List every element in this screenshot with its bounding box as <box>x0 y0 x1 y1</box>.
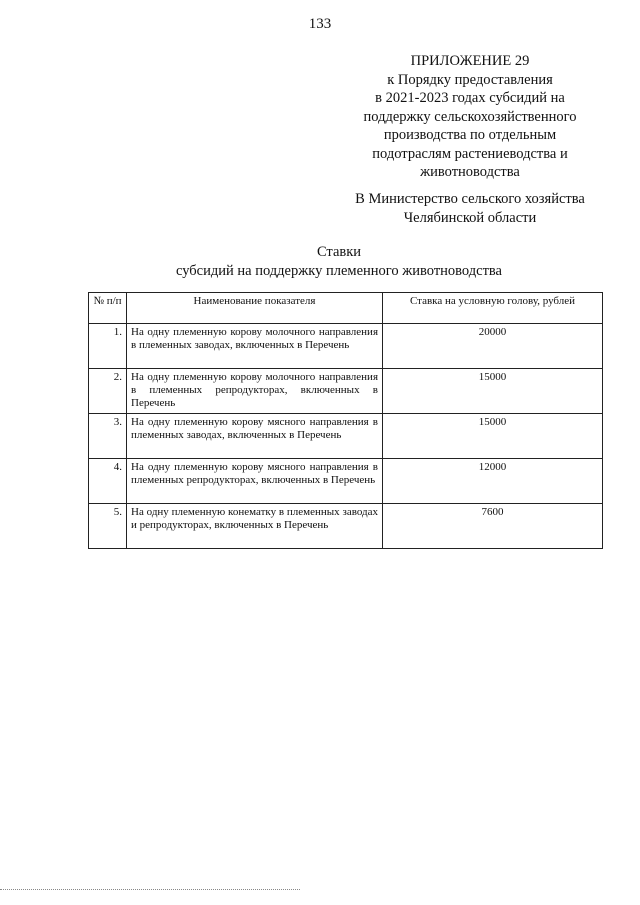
row-rate: 7600 <box>383 504 603 549</box>
table-row <box>89 324 603 369</box>
footer-divider <box>0 889 300 890</box>
appendix-line: ПРИЛОЖЕНИЕ 29 <box>410 53 530 69</box>
row-name: На одну племенную корову молочного направления в племенных заводах, включенных в Перечень <box>127 324 383 369</box>
row-rate: 20000 <box>383 324 603 369</box>
document-title <box>0 243 640 281</box>
header-num: № п/п <box>89 293 127 324</box>
row-number: 4. <box>89 459 127 504</box>
row-number: 5. <box>89 504 127 549</box>
header-name: Наименование показателя <box>127 293 383 324</box>
row-rate: 12000 <box>383 459 603 504</box>
row-number: 2. <box>89 369 127 414</box>
appendix-line: производства по отдельным <box>383 127 557 143</box>
row-name: На одну племенную корову молочного направления в племенных репродукторах, включенных в Перечень <box>127 369 383 414</box>
appendix-header <box>330 52 610 182</box>
appendix-line: в 2021-2023 годах субсидий на <box>375 90 565 106</box>
appendix-line: поддержку сельскохозяйственного <box>363 108 577 125</box>
table-row <box>89 459 603 504</box>
row-name: На одну племенную корову мясного направления в племенных репродукторах, включенных в Перечень <box>127 459 383 504</box>
addressee-line: Челябинской области <box>403 210 537 226</box>
appendix-line: подотраслям растениеводства и <box>372 145 568 162</box>
row-name: На одну племенную конематку в племенных заводах и репродукторах, включенных в Перечень <box>127 504 383 549</box>
row-number: 1. <box>89 324 127 369</box>
row-name: На одну племенную корову мясного направления в племенных заводах, включенных в Перечень <box>127 414 383 459</box>
table-header-row <box>89 293 603 324</box>
appendix-line: животноводства <box>420 164 520 180</box>
addressee-block <box>330 190 610 228</box>
addressee-line: В Министерство сельского хозяйства <box>355 191 585 207</box>
table-row <box>89 414 603 459</box>
title-line-2: субсидий на поддержку племенного животноводства <box>175 263 502 279</box>
row-rate: 15000 <box>383 414 603 459</box>
header-rate: Ставка на условную голову, рублей <box>383 293 603 324</box>
row-number: 3. <box>89 414 127 459</box>
row-rate: 15000 <box>383 369 603 414</box>
appendix-line: к Порядку предоставления <box>387 71 553 88</box>
table-row <box>89 504 603 549</box>
rates-table <box>88 292 603 549</box>
table-row <box>89 369 603 414</box>
page-number: 133 <box>308 16 332 32</box>
title-line-1: Ставки <box>316 244 362 260</box>
